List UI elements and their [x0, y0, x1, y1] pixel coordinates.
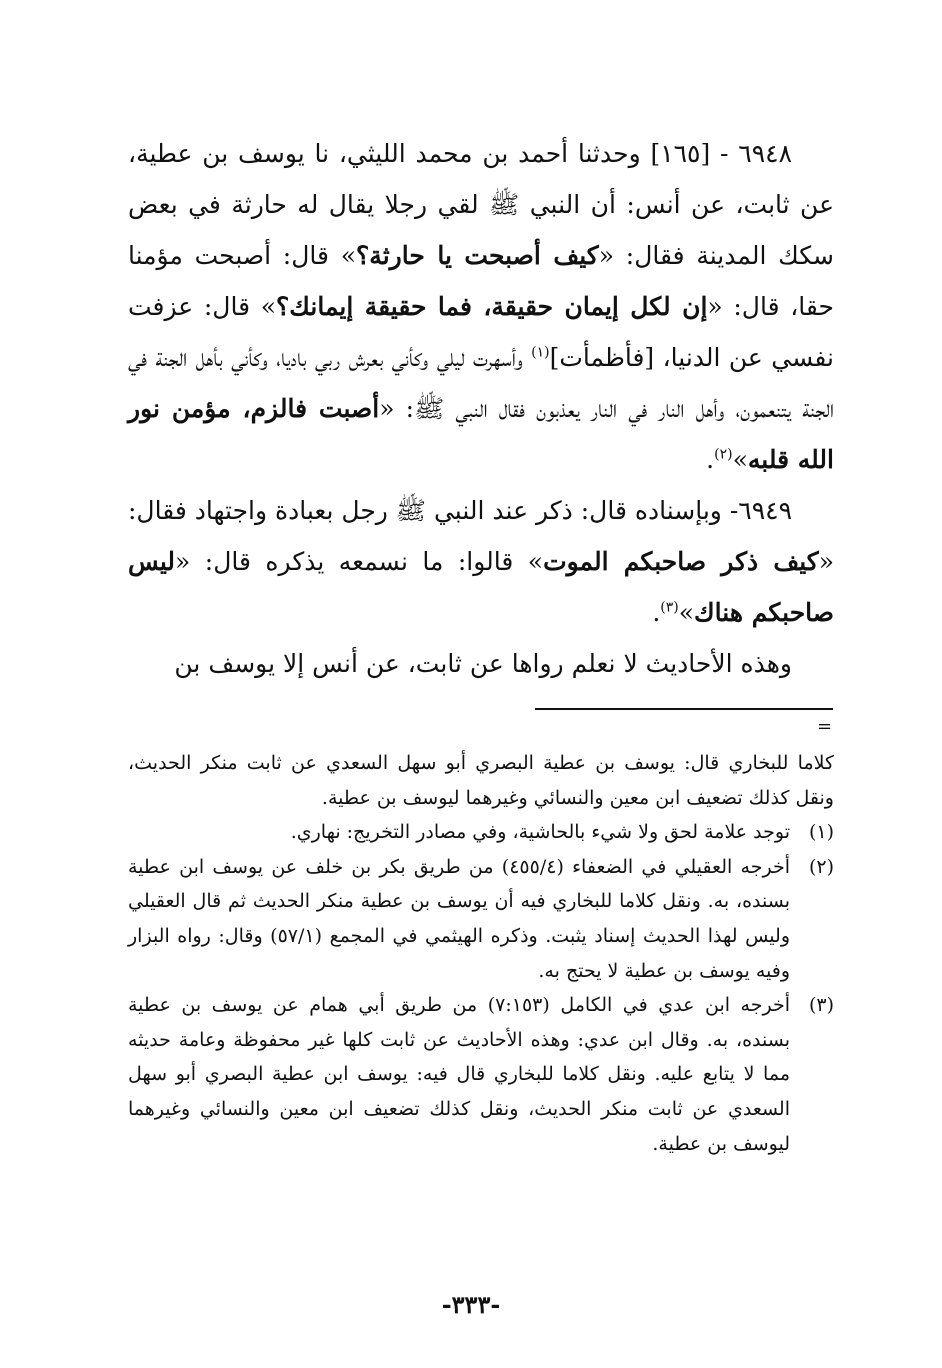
- footnote-continuation: كلاما للبخاري قال: يوسف بن عطية البصري أبو سهل السعدي عن ثابت منكر الحديث، ونقل كذلك تضعيف ابن معين والنسائي وغيرهما ليوسف بن عطية.: [128, 752, 834, 809]
- footnotes: [128, 746, 834, 1161]
- text-segment: »: [678, 598, 695, 627]
- footnote-number: (٣): [808, 994, 834, 1017]
- footnote-ref-1: (١): [531, 344, 550, 361]
- hadith-6948-paragraph: [128, 128, 834, 485]
- footnote-ref-3: (٣): [660, 599, 679, 616]
- text-segment: ٦٩٤٨ - [١٦٥] وحدثنا أحمد بن محمد الليثي، نا يوسف بن عطية، عن ثابت، عن أنس: أن النبي ﷺ لقي رجلا يقال له حارثة في بعض سكك المدينة فقال: «: [128, 139, 835, 270]
- text-segment: » قال: عزفت نفسي عن الدنيا، [فأظمأت]: [128, 292, 834, 372]
- prophet-quote: أصبت فالزم، مؤمن نور الله قلبه: [128, 394, 834, 474]
- footnote-number: (١): [808, 821, 834, 844]
- footnote-1: [128, 815, 834, 850]
- closing-paragraph: وهذه الأحاديث لا نعلم رواها عن ثابت، عن أنس إلا يوسف بن: [174, 649, 792, 678]
- text-segment: » قال: أصبحت مؤمنا حقا، قال: «: [128, 241, 835, 321]
- text-segment: .: [652, 598, 661, 627]
- footnote-text: توجد علامة لحق ولا شيء بالحاشية، وفي مصادر التخريج: نهاري.: [290, 821, 790, 844]
- footnote-3: [128, 988, 834, 1161]
- prophet-quote: كيف ذكر صاحبكم الموت: [543, 547, 819, 576]
- text-segment: »: [732, 445, 748, 474]
- text-segment: ٦٩٤٩- وبإسناده قال: ذكر عند النبي ﷺ رجل بعبادة واجتهاد فقال: «: [128, 496, 834, 576]
- footnote-number: (٢): [808, 855, 834, 878]
- footnote-text: أخرجه العقيلي في الضعفاء (٤٥٥/٤) من طريق بكر بن خلف عن يوسف ابن عطية بسنده، به. ونقل كلاما للبخاري فيه أن يوسف بن عطية منكر الحديث ثم قال العقيلي وليس لهذا الحديث إسناد يثبت. وذكره الهيثمي في المجمع (٥٧/١) وقال: رواه البزار وفيه يوسف بن عطية لا يحتج به.: [128, 855, 791, 982]
- prophet-quote: كيف أصبحت يا حارثة؟: [356, 241, 599, 270]
- text-segment: .: [706, 445, 715, 474]
- hadith-6949-paragraph: [128, 485, 834, 638]
- prophet-quote: إن لكل إيمان حقيقة، فما حقيقة إيمانك؟: [276, 292, 708, 321]
- text-segment: » قالوا: ما نسمعه يذكره قال: «: [175, 547, 544, 576]
- text-segment: وأسهرت ليلي وكأني بعرش ربي باديا، وكأني بأهل الجنة في الجنة يتنعمون، وأهل النار في النار يعذبون فقال النبي ﷺ: «: [128, 343, 834, 423]
- continuation-mark: =: [817, 716, 833, 737]
- main-text: [128, 128, 834, 689]
- footnote-text: أخرجه ابن عدي في الكامل (٧:١٥٣) من طريق أبي همام عن يوسف بن عطية بسنده، به. وقال ابن عدي: وهذه الأحاديث عن ثابت كلها غير محفوظة وعامة حديثه مما لا يتابع عليه. ونقل كلاما للبخاري قال فيه: يوسف ابن عطية البصري أبو سهل السعدي عن ثابت منكر الحديث، ونقل كذلك تضعيف ابن معين والنسائي وغيرهما ليوسف بن عطية.: [128, 994, 790, 1155]
- page-number: -٣٣٣-: [441, 1290, 501, 1319]
- footnote-2: [128, 850, 834, 988]
- footnote-ref-2: (٢): [714, 446, 733, 463]
- footnote-separator: [535, 708, 833, 710]
- prophet-quote: ليس صاحبكم هناك: [128, 547, 834, 627]
